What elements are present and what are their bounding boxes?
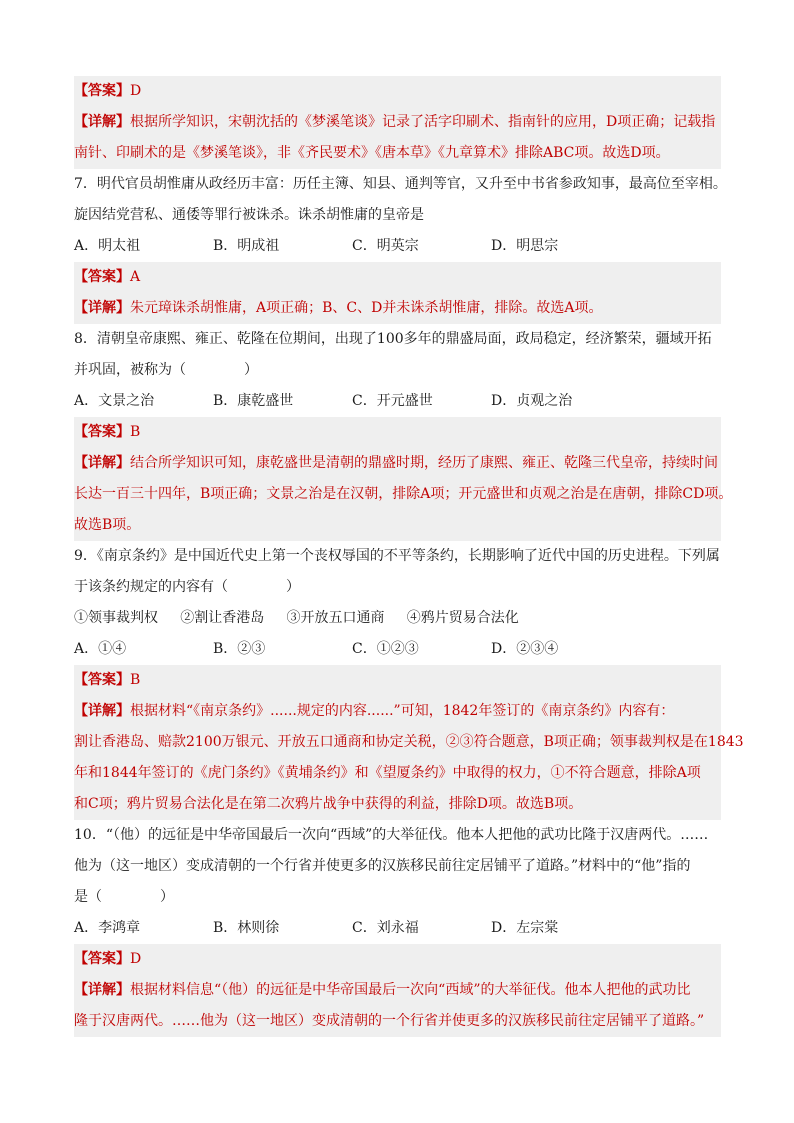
answer-line — [74, 262, 721, 293]
detail-text: 根据材料信息“（他）的远征是中华帝国最后一次向“西域”的大举征伐。他本人把他的武功比 — [130, 982, 691, 998]
option-c: C．刘永福 — [352, 920, 419, 936]
detail-tag: 【详解】 — [74, 982, 130, 998]
detail-line: 长达一百三十四年，B项正确；文景之治是在汉朝，排除A项；开元盛世和贞观之治是在唐朝，排除CD项。 — [74, 486, 733, 502]
answer-value: B — [130, 672, 141, 688]
question-text-part: ） — [286, 579, 300, 595]
options-row — [74, 386, 721, 417]
detail-line — [74, 448, 721, 479]
detail-line — [74, 293, 721, 324]
option-b: B．康乾盛世 — [213, 393, 294, 409]
answer-value: D — [130, 83, 142, 99]
answer-tag: 【答案】 — [74, 83, 130, 99]
question-text-part: ） — [244, 362, 258, 378]
option-d: D．左宗棠 — [491, 920, 559, 936]
answer-block-10 — [74, 944, 721, 1037]
option-c: C．明英宗 — [352, 238, 419, 254]
question-text — [74, 882, 721, 913]
option-c: C．开元盛世 — [352, 393, 433, 409]
option-a: A．文景之治 — [74, 393, 155, 409]
answer-tag: 【答案】 — [74, 951, 130, 967]
answer-block-6 — [74, 76, 721, 169]
answer-value: D — [130, 951, 142, 967]
detail-line: 年和1844年签订的《虎门条约》《黄埔条约》和《望厦条约》中取得的权力，①不符合题意，排除A项 — [74, 765, 701, 781]
question-10 — [74, 820, 721, 944]
answer-block-8 — [74, 417, 733, 541]
detail-line — [74, 975, 721, 1006]
option-a: A．李鸿章 — [74, 920, 141, 936]
question-text: 旋因结党营私、通倭等罪行被诛杀。诛杀胡惟庸的皇帝是 — [74, 207, 424, 223]
detail-line: 和C项；鸦片贸易合法化是在第二次鸦片战争中获得的利益，排除D项。故选B项。 — [74, 796, 583, 812]
detail-tag: 【详解】 — [74, 455, 130, 471]
statement-row — [74, 603, 721, 634]
question-8 — [74, 324, 721, 417]
detail-text: 根据材料“《南京条约》......规定的内容......”可知，1842年签订的《南京条约》内容有： — [130, 703, 675, 719]
detail-line — [74, 696, 721, 727]
question-text: 8．清朝皇帝康熙、雍正、乾隆在位期间，出现了100多年的鼎盛局面，政局稳定，经济繁荣，疆域开拓 — [74, 331, 712, 347]
option-a: A．明太祖 — [74, 238, 141, 254]
statement-1: ①领事裁判权 — [74, 610, 158, 626]
answer-block-7 — [74, 262, 721, 324]
detail-line — [74, 107, 721, 138]
option-b: B．②③ — [213, 641, 266, 657]
options-row — [74, 634, 721, 665]
question-9 — [74, 541, 721, 665]
detail-text: 根据所学知识，宋朝沈括的《梦溪笔谈》记录了活字印刷术、指南针的应用，D项正确；记载指 — [130, 114, 716, 130]
question-text: 他为（这一地区）变成清朝的一个行省并使更多的汉族移民前往定居铺平了道路。”材料中的“他”指的 — [74, 858, 691, 874]
statement-4: ④鸦片贸易合法化 — [406, 610, 519, 626]
answer-value: A — [130, 269, 141, 285]
question-text: 9．《南京条约》是中国近代史上第一个丧权辱国的不平等条约，长期影响了近代中国的历史进程。下列属 — [74, 548, 720, 564]
statement-3: ③开放五口通商 — [286, 610, 385, 626]
question-text-part: 于该条约规定的内容有（ — [74, 579, 228, 595]
answer-tag: 【答案】 — [74, 672, 130, 688]
detail-text: 朱元璋诛杀胡惟庸，A项正确；B、C、D并未诛杀胡惟庸，排除。故选A项。 — [130, 300, 603, 316]
detail-tag: 【详解】 — [74, 300, 130, 316]
question-text — [74, 572, 721, 603]
detail-line: 南针、印刷术的是《梦溪笔谈》，非《齐民要术》《唐本草》《九章算术》排除ABC项。故选D项。 — [74, 145, 670, 161]
detail-line: 隆于汉唐两代。……他为（这一地区）变成清朝的一个行省并使更多的汉族移民前往定居铺平了道路。” — [74, 1013, 705, 1029]
answer-tag: 【答案】 — [74, 269, 130, 285]
detail-line: 割让香港岛、赔款2100万银元、开放五口通商和协定关税，②③符合题意，B项正确；领事裁判权是在1843 — [74, 734, 744, 750]
document-page — [74, 76, 744, 1037]
detail-tag: 【详解】 — [74, 703, 130, 719]
answer-value: B — [130, 424, 141, 440]
detail-text: 结合所学知识可知，康乾盛世是清朝的鼎盛时期，经历了康熙、雍正、乾隆三代皇帝，持续时间 — [130, 455, 718, 471]
options-row — [74, 231, 721, 262]
detail-line: 故选B项。 — [74, 517, 141, 533]
option-d: D．贞观之治 — [491, 393, 573, 409]
statement-2: ②割让香港岛 — [180, 610, 265, 626]
question-text: 10．“（他）的远征是中华帝国最后一次向“西域”的大举征伐。他本人把他的武功比隆于汉唐两代。…… — [74, 827, 709, 843]
answer-tag: 【答案】 — [74, 424, 130, 440]
question-7 — [74, 169, 727, 262]
detail-tag: 【详解】 — [74, 114, 130, 130]
options-row — [74, 913, 721, 944]
answer-line — [74, 665, 721, 696]
option-b: B．林则徐 — [213, 920, 280, 936]
option-b: B．明成祖 — [213, 238, 280, 254]
answer-line — [74, 76, 721, 107]
option-a: A．①④ — [74, 641, 127, 657]
answer-line — [74, 417, 721, 448]
answer-block-9 — [74, 665, 744, 820]
answer-line — [74, 944, 721, 975]
question-text-part: 是（ — [74, 889, 102, 905]
question-text — [74, 355, 721, 386]
option-c: C．①②③ — [352, 641, 419, 657]
option-d: D．②③④ — [491, 641, 559, 657]
question-text-part: ） — [160, 889, 174, 905]
option-d: D．明思宗 — [491, 238, 559, 254]
question-text-part: 并巩固，被称为（ — [74, 362, 186, 378]
question-text: 7．明代官员胡惟庸从政经历丰富：历任主簿、知县、通判等官，又升至中书省参政知事，最高位至宰相。 — [74, 176, 727, 192]
